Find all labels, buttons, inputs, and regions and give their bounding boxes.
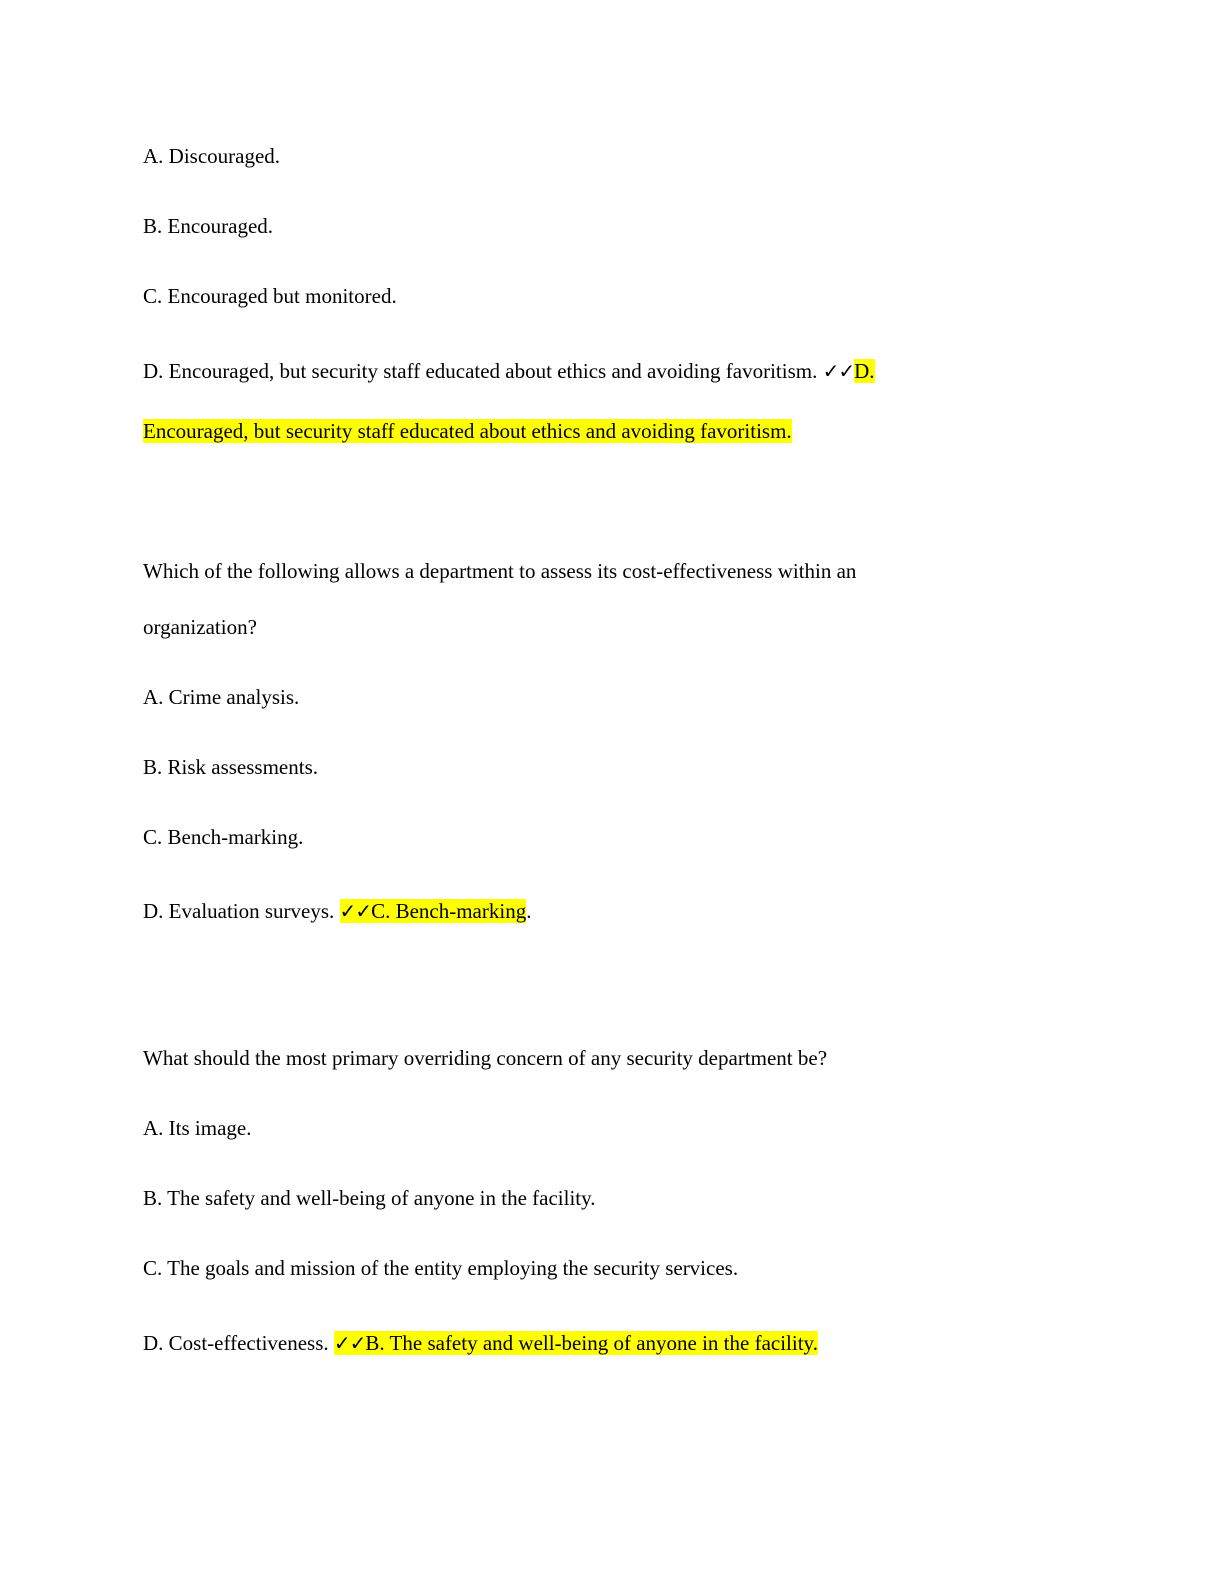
- q1-answer-part2: Encouraged, but security staff educated about ethics and avoiding favoritism.: [143, 419, 792, 443]
- q1-answer-line: [143, 415, 792, 447]
- q3-answer-highlight: [334, 1331, 818, 1355]
- q3-option-a: A. Its image.: [143, 1116, 252, 1140]
- q3-option-d-line: [143, 1327, 818, 1359]
- q3-answer: B. The safety and well-being of anyone in the facility.: [365, 1331, 818, 1355]
- q2-option-b: B. Risk assessments.: [143, 755, 319, 779]
- q1-option-d-line: [143, 355, 875, 387]
- q1-option-b: B. Encouraged.: [143, 214, 274, 238]
- q3-question: What should the most primary overriding concern of any security department be?: [143, 1046, 828, 1070]
- q2-question-line1: Which of the following allows a department to assess its cost-effectiveness within an: [143, 559, 857, 583]
- q1-option-d: D. Encouraged, but security staff educated about ethics and avoiding favoritism.: [143, 359, 823, 383]
- q2-answer: C. Bench-marking: [371, 899, 527, 923]
- q3-option-b: B. The safety and well-being of anyone in the facility.: [143, 1186, 596, 1210]
- q1-checkmark-icon: ✓✓: [822, 359, 855, 383]
- q2-option-a: A. Crime analysis.: [143, 685, 300, 709]
- q2-option-c: C. Bench-marking.: [143, 825, 304, 849]
- q2-option-d-line: [143, 895, 531, 927]
- q3-checkmark-icon: ✓✓: [333, 1331, 366, 1355]
- q2-answer-trailing: .: [526, 899, 532, 923]
- q1-option-a: A. Discouraged.: [143, 144, 281, 168]
- q1-option-c: C. Encouraged but monitored.: [143, 284, 397, 308]
- q2-option-d: D. Evaluation surveys.: [143, 899, 340, 923]
- q2-checkmark-icon: ✓✓: [339, 899, 372, 923]
- q1-answer-part1: D.: [854, 359, 875, 383]
- q3-option-c: C. The goals and mission of the entity employing the security services.: [143, 1256, 739, 1280]
- q3-option-d: D. Cost-effectiveness.: [143, 1331, 334, 1355]
- q2-answer-highlight: [340, 899, 527, 923]
- q2-question-line2: organization?: [143, 615, 257, 639]
